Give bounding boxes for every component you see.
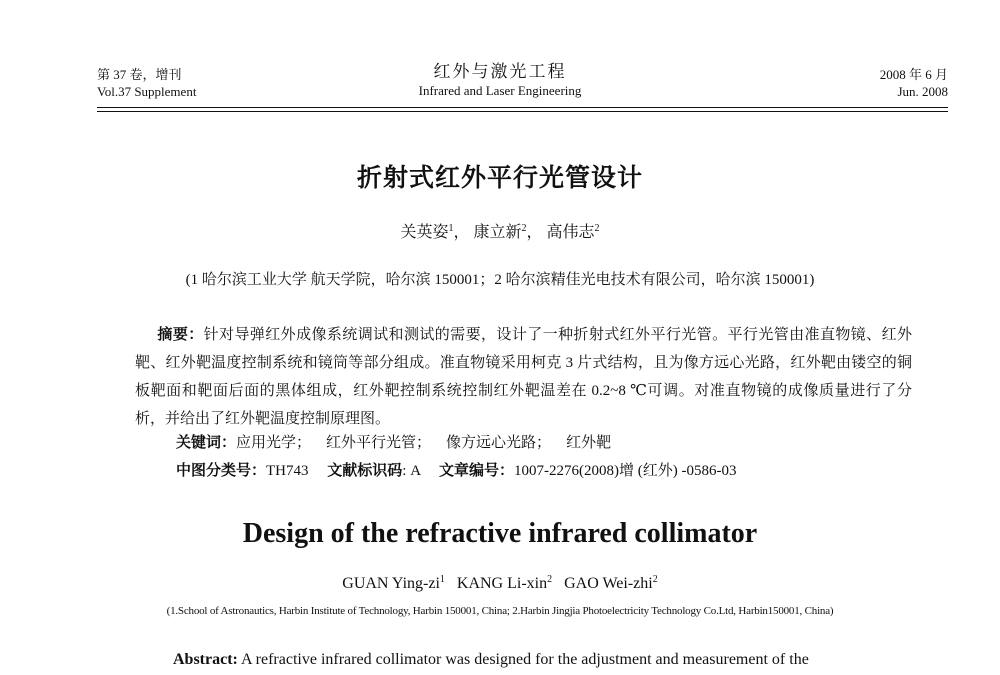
author-name: 康立新 (473, 224, 522, 241)
date-cn: 2008 年 6 月 (879, 67, 948, 82)
article-number-value: 1007-2276(2008)增 (红外) -0586-03 (513, 463, 737, 479)
keywords-label: 关键词： (176, 433, 237, 451)
author-affiliation-mark: 2 (547, 574, 553, 585)
author-affiliation-mark: 2 (652, 574, 658, 585)
abstract-label-cn: 摘要： (157, 325, 204, 343)
clc-label: 中图分类号： (176, 461, 267, 479)
authors-cn: 关英姿$^1$， 康立新$^2$， 高伟志$^2$ (400, 223, 600, 241)
author-affiliation-mark: 2 (521, 223, 527, 234)
journal-date (880, 66, 948, 100)
keyword: 红外平行光管； (326, 435, 432, 451)
keyword: 应用光学； (236, 435, 312, 451)
author-affiliation-mark: 2 (594, 223, 600, 234)
volume-cn: 第 37 卷，增刊 (97, 67, 182, 82)
keywords-row (176, 432, 611, 453)
abstract-text-cn: 针对导弹红外成像系统调试和测试的需要，设计了一种折射式红外平行光管。平行光管由准直物镜、红外靶、红外靶温度控制系统和镜筒等部分组成。准直物镜采用柯克 3 片式结构，且为像方远心光路，红外靶由镂空的铜板靶面和靶面后面的黑体组成，红外靶控制系统控制红外靶温差在 0.2~8 ℃可调。对准直物镜的成像质量进行了分析，并给出了红外靶温度控制原理图。 (135, 327, 912, 427)
classification-row (176, 460, 736, 481)
author-name: 高伟志 (546, 224, 595, 241)
abstract-cn (135, 320, 912, 433)
paper-title-cn: 折射式红外平行光管设计 (356, 163, 643, 192)
author-name: GUAN Ying-zi (342, 575, 440, 592)
author-name: 关英姿 (400, 224, 449, 241)
abstract-text-en: A refractive infrared collimator was designed for the adjustment and measurement of the (241, 651, 809, 668)
header-rule-thick (97, 107, 948, 108)
date-en: Jun. 2008 (897, 84, 948, 99)
doc-code-label: 文献标识码 (327, 461, 403, 479)
volume-en: Vol.37 Supplement (97, 84, 197, 99)
affiliation-en: (1.School of Astronautics, Harbin Institute of Technology, Harbin 150001, China; 2.Harbin Jingjia Photoelectricity Technology Co.Ltd, Harbin150001, China) (166, 605, 834, 617)
abstract-label-en: Abstract: (173, 651, 238, 668)
author-affiliation-mark: 1 (448, 223, 454, 234)
author-name: KANG Li-xin (456, 575, 548, 592)
paper-title-en: Design of the refractive infrared collimator (242, 518, 758, 549)
authors-en (0, 575, 1000, 593)
abstract-en (173, 649, 911, 671)
author-name: GAO Wei-zhi (564, 575, 653, 592)
header-rule-thin (97, 111, 948, 112)
keyword: 红外靶 (566, 435, 612, 451)
article-number-label: 文章编号： (438, 461, 514, 479)
journal-name (0, 62, 1000, 99)
affiliation-cn: (1 哈尔滨工业大学 航天学院，哈尔滨 150001；2 哈尔滨精佳光电技术有限公司，哈尔滨 150001) (185, 272, 815, 288)
journal-name-cn: 红外与激光工程 (433, 62, 567, 81)
keyword: 像方远心光路； (446, 435, 552, 451)
author-affiliation-mark: 1 (439, 574, 445, 585)
journal-name-en: Infrared and Laser Engineering (418, 83, 582, 98)
clc-value: TH743 (266, 463, 309, 479)
doc-code-value: : A (402, 463, 421, 479)
